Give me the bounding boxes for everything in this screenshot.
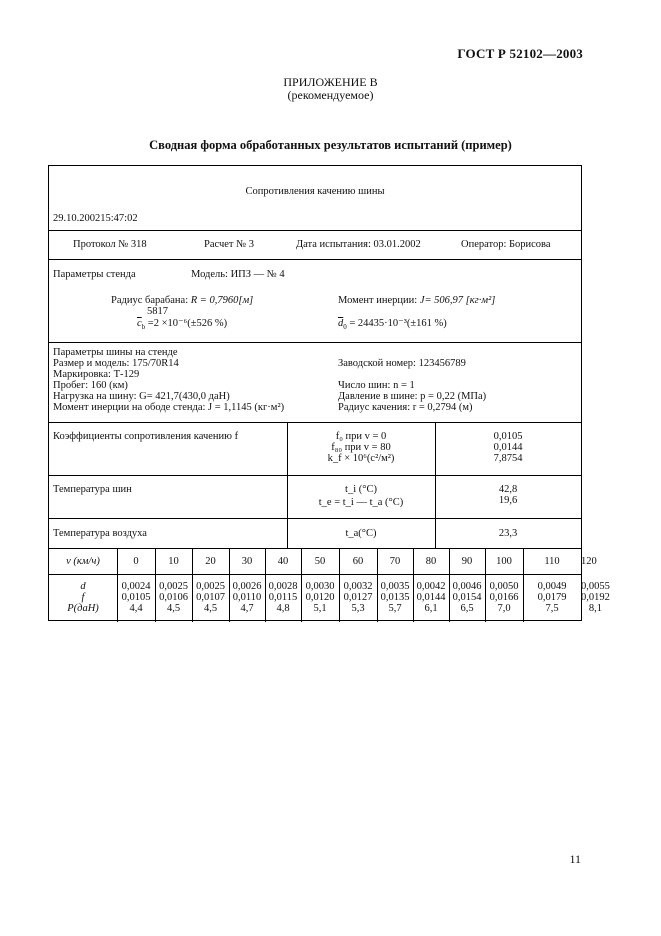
- stand-model: Модель: ИПЗ — № 4: [191, 269, 285, 280]
- coef-value-f80: 0,0144: [493, 442, 523, 453]
- speed-header: v (км/ч): [66, 556, 100, 567]
- tire-pressure: Давление в шине: p = 0,22 (МПа): [338, 391, 487, 402]
- tire-temp-label: Температура шин: [53, 484, 132, 495]
- speed-value: 50: [314, 556, 326, 567]
- cell-p: 7,0: [497, 603, 511, 614]
- divider: [49, 230, 581, 231]
- cell-p: 4,5: [203, 603, 218, 614]
- cell-d: 0,0024: [121, 581, 151, 592]
- table-cell: [377, 581, 413, 614]
- operator: Оператор: Борисова: [461, 239, 551, 250]
- cell-d: 0,0042: [416, 581, 446, 592]
- divider: [49, 422, 581, 423]
- divider: [49, 518, 581, 519]
- calc-number: Расчет № 3: [204, 239, 254, 250]
- cell-f: 0,0106: [159, 592, 188, 603]
- tire-temp-te: t_e = t_i — t_a (°С): [318, 497, 404, 508]
- divider: [49, 475, 581, 476]
- cell-p: 5,1: [313, 603, 327, 614]
- table-cell: [229, 581, 265, 614]
- cell-p: 8,1: [588, 603, 602, 614]
- test-date: Дата испытания: 03.01.2002: [296, 239, 421, 250]
- cell-d: 0,0026: [232, 581, 262, 592]
- air-temp-formula: t_a(°С): [345, 528, 377, 539]
- protocol-number: Протокол № 318: [73, 239, 147, 250]
- row-label: f: [81, 592, 85, 603]
- cell-f: 0,0120: [305, 592, 335, 603]
- cell-f: 0,0144: [416, 592, 446, 603]
- cell-p: 5,7: [388, 603, 402, 614]
- speed-value: 0: [133, 556, 139, 567]
- coef-values: [435, 431, 581, 464]
- cell-p: 4,7: [240, 603, 254, 614]
- tire-size: Размер и модель: 175/70R14: [53, 358, 179, 369]
- cell-d: 0,0046: [452, 581, 482, 592]
- table-cell: [192, 581, 229, 614]
- table-cell: [523, 581, 581, 614]
- speed-value: 60: [352, 556, 364, 567]
- results-form: [48, 165, 610, 621]
- coef-value-kf: 7,8754: [493, 453, 523, 464]
- table-cell: [339, 581, 377, 614]
- row-label: d: [80, 581, 86, 592]
- report-caption: Сопротивления качению шины: [245, 186, 385, 197]
- tire-temp-value-te: 19,6: [498, 495, 518, 506]
- cell-p: 7,5: [545, 603, 559, 614]
- coef-formulas: [287, 431, 435, 464]
- table-cell: [485, 581, 523, 614]
- speed-value: 20: [205, 556, 216, 567]
- cell-p: 6,1: [424, 603, 438, 614]
- report-datetime: 29.10.200215:47:02: [53, 213, 138, 224]
- speed-value: 80: [425, 556, 437, 567]
- speed-value: 30: [241, 556, 253, 567]
- divider: [49, 548, 581, 549]
- cell-d: 0,0032: [343, 581, 373, 592]
- d0-coefficient: $\overline{d}_0 = 24435\cdot 10^{-3}(\pm 161$ %): [338, 318, 447, 332]
- cell-d: 0,0035: [380, 581, 410, 592]
- coef-f80: f₈₀ при v = 80: [331, 442, 391, 453]
- cell-p: 6,5: [460, 603, 474, 614]
- cell-p: 4,5: [166, 603, 181, 614]
- tire-temp-formulas: [287, 484, 435, 508]
- tire-load: Нагрузка на шину: G= 421,7(430,0 даН): [53, 391, 230, 402]
- coef-value-f0: 0,0105: [493, 431, 523, 442]
- appendix-heading: [0, 76, 661, 102]
- coef-kf: k_f × 10⁶(с²/м²): [327, 453, 395, 464]
- cell-f: 0,0192: [581, 592, 610, 603]
- form-title: Сводная форма обработанных результатов испытаний (пример): [149, 138, 512, 152]
- coef-f0: f₀ при v = 0: [335, 431, 387, 442]
- page-number: 11: [569, 852, 581, 866]
- cell-d: 0,0050: [489, 581, 519, 592]
- rim-inertia: Момент инерции на ободе стенда: J = 1,1145 (кг·м²): [53, 402, 285, 413]
- stand-label: Параметры стенда: [53, 269, 136, 280]
- cell-f: 0,0107: [196, 592, 225, 603]
- divider: [49, 259, 581, 260]
- air-temp-label: Температура воздуха: [53, 528, 147, 539]
- speed-value: 40: [277, 556, 289, 567]
- speed-value: 70: [389, 556, 401, 567]
- tire-temp-value-ti: 42,8: [498, 484, 518, 495]
- tire-count: Число шин: n = 1: [338, 380, 415, 391]
- divider: [49, 574, 581, 575]
- standard-header: ГОСТ Р 52102—2003: [457, 46, 583, 61]
- rolling-radius: Радиус качения: r = 0,2794 (м): [338, 402, 473, 413]
- cell-f: 0,0105: [121, 592, 151, 603]
- cell-d: 0,0025: [159, 581, 188, 592]
- speed-value: 100: [496, 556, 512, 567]
- appendix-title: ПРИЛОЖЕНИЕ В: [283, 75, 378, 89]
- table-cell: [155, 581, 192, 614]
- cell-f: 0,0115: [268, 592, 298, 603]
- row-label: P(даН): [67, 603, 99, 614]
- row-labels: [49, 581, 117, 614]
- tire-mileage: Пробег: 160 (км): [53, 380, 128, 391]
- air-temp-value: 23,3: [498, 528, 518, 539]
- speed-value: 120: [581, 556, 597, 567]
- tire-marking: Маркировка: Т-129: [53, 369, 140, 380]
- cell-f: 0,0154: [452, 592, 482, 603]
- table-cell: [413, 581, 449, 614]
- table-cell: [117, 581, 155, 614]
- cell-f: 0,0166: [489, 592, 519, 603]
- cell-f: 0,0127: [343, 592, 373, 603]
- cell-f: 0,0179: [537, 592, 567, 603]
- table-cell: [265, 581, 301, 614]
- appendix-subtitle: (рекомендуемое): [287, 88, 374, 102]
- tire-temp-ti: t_i (°С): [345, 484, 377, 495]
- cell-d: 0,0030: [305, 581, 335, 592]
- cell-p: 4,8: [276, 603, 290, 614]
- table-cell: [581, 581, 610, 614]
- coef-label: Коэффициенты сопротивления качению f: [53, 431, 239, 442]
- cell-d: 0,0028: [268, 581, 298, 592]
- drum-radius: Радиус барабана: R = 0,7960[м]: [111, 295, 254, 306]
- divider: [49, 342, 581, 343]
- speed-value: 10: [168, 556, 179, 567]
- cell-d: 0,0055: [581, 581, 610, 592]
- tire-label: Параметры шины на стенде: [53, 347, 178, 358]
- cell-d: 0,0049: [537, 581, 567, 592]
- cb-numerator: 5817: [147, 306, 168, 317]
- table-cell: [449, 581, 485, 614]
- serial-number: Заводской номер: 123456789: [338, 358, 466, 369]
- cell-p: 5,3: [351, 603, 365, 614]
- cell-p: 4,4: [129, 603, 143, 614]
- tire-temp-values: [435, 484, 581, 506]
- cell-f: 0,0110: [232, 592, 262, 603]
- speed-value: 90: [461, 556, 473, 567]
- stand-inertia: Момент инерции: J= 506,97 [кг·м²]: [338, 295, 496, 306]
- table-cell: [301, 581, 339, 614]
- cb-coefficient: $\overline{c}_b =2 \times 10^{-6}(\pm 526$ %): [137, 318, 228, 332]
- cell-d: 0,0025: [196, 581, 225, 592]
- speed-value: 110: [544, 556, 560, 567]
- cell-f: 0,0135: [380, 592, 410, 603]
